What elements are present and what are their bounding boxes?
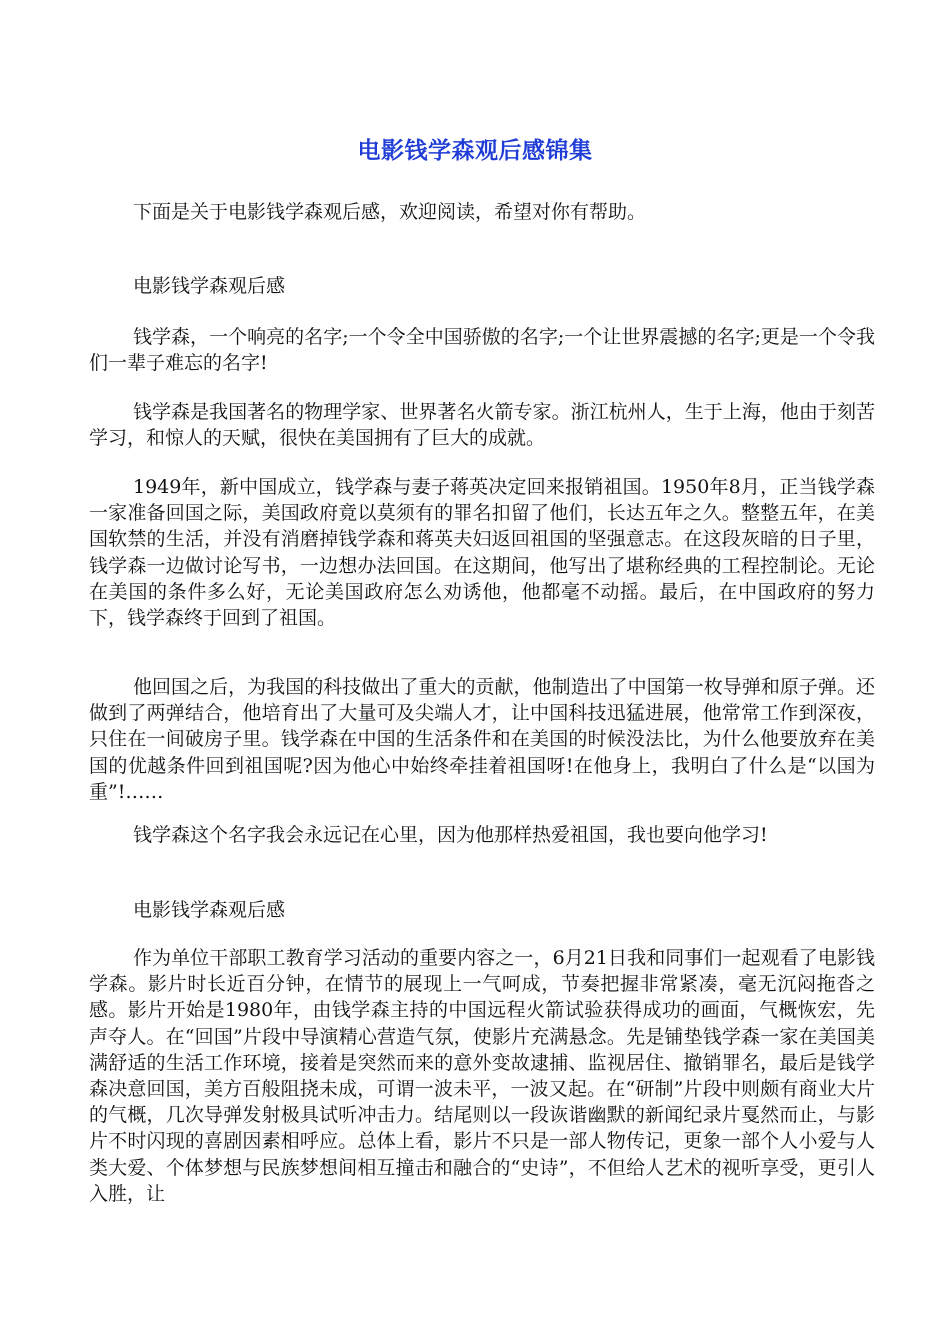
section-heading: 电影钱学森观后感 <box>133 899 286 921</box>
paragraph: 他回国之后，为我国的科技做出了重大的贡献，他制造出了中国第一枚导弹和原子弹。还做到了两弹结合，他培育出了大量可及尖端人才，让中国科技迅猛进展，他常常工作到深夜，只住在一间破房子里。钱学森在中国的生活条件和在美国的时候没法比，为什么他要放弃在美国的优越条件回到祖国呢?因为他心中始终牵挂着祖国呀!在他身上，我明白了什么是“以国为重”!…… <box>89 676 875 803</box>
section1-heading-block <box>89 273 875 299</box>
intro-paragraph: 下面是关于电影钱学森观后感，欢迎阅读，希望对你有帮助。 <box>133 201 647 223</box>
section1-para4-block <box>89 674 875 805</box>
paragraph: 钱学森是我国著名的物理学家、世界著名火箭专家。浙江杭州人，生于上海，他由于刻苦学习，和惊人的天赋，很快在美国拥有了巨大的成就。 <box>89 401 875 450</box>
section-heading: 电影钱学森观后感 <box>133 275 286 297</box>
paragraph: 钱学森，一个响亮的名字;一个令全中国骄傲的名字;一个让世界震撼的名字;更是一个令我们一辈子难忘的名字! <box>89 326 875 375</box>
document-title: 电影钱学森观后感锦集 <box>357 138 593 164</box>
section1-para3-block <box>89 474 875 631</box>
paragraph: 钱学森这个名字我会永远记在心里，因为他那样热爱祖国，我也要向他学习! <box>133 824 768 846</box>
section2-para1-block <box>89 945 875 1207</box>
section2-heading-block <box>89 897 875 923</box>
paragraph: 1949年，新中国成立，钱学森与妻子蒋英决定回来报销祖国。1950年8月，正当钱学森一家准备回国之际，美国政府竟以莫须有的罪名扣留了他们，长达五年之久。整整五年，在美国软禁的生活，并没有消磨掉钱学森和蒋英夫妇返回祖国的坚强意志。在这段灰暗的日子里，钱学森一边做讨论写书，一边想办法回国。在这期间，他写出了堪称经典的工程控制论。无论在美国的条件多么好，无论美国政府怎么劝诱他，他都毫不动摇。最后，在中国政府的努力下，钱学森终于回到了祖国。 <box>89 476 875 630</box>
section1-para5-block <box>89 822 875 848</box>
intro-block <box>89 199 875 225</box>
section1-para2-block <box>89 399 875 451</box>
section1-para1-block <box>89 324 875 376</box>
paragraph: 作为单位干部职工教育学习活动的重要内容之一，6月21日我和同事们一起观看了电影钱学森。影片时长近百分钟，在情节的展现上一气呵成，节奏把握非常紧凑，毫无沉闷拖沓之感。影片开始是1980年，由钱学森主持的中国远程火箭试验获得成功的画面，气概恢宏，先声夺人。在“回国”片段中导演精心营造气氛，使影片充满悬念。先是铺垫钱学森一家在美国美满舒适的生活工作环境，接着是突然而来的意外变故逮捕、监视居住、撤销罪名，最后是钱学森决意回国，美方百般阻挠未成，可谓一波未平，一波又起。在“研制”片段中则颇有商业大片的气概，几次导弹发射极具试听冲击力。结尾则以一段诙谐幽默的新闻纪录片戛然而止，与影片不时闪现的喜剧因素相呼应。总体上看，影片不只是一部人物传记，更象一部个人小爱与人类大爱、个体梦想与民族梦想间相互撞击和融合的“史诗”，不但给人艺术的视听享受，更引人入胜，让 <box>89 947 875 1205</box>
